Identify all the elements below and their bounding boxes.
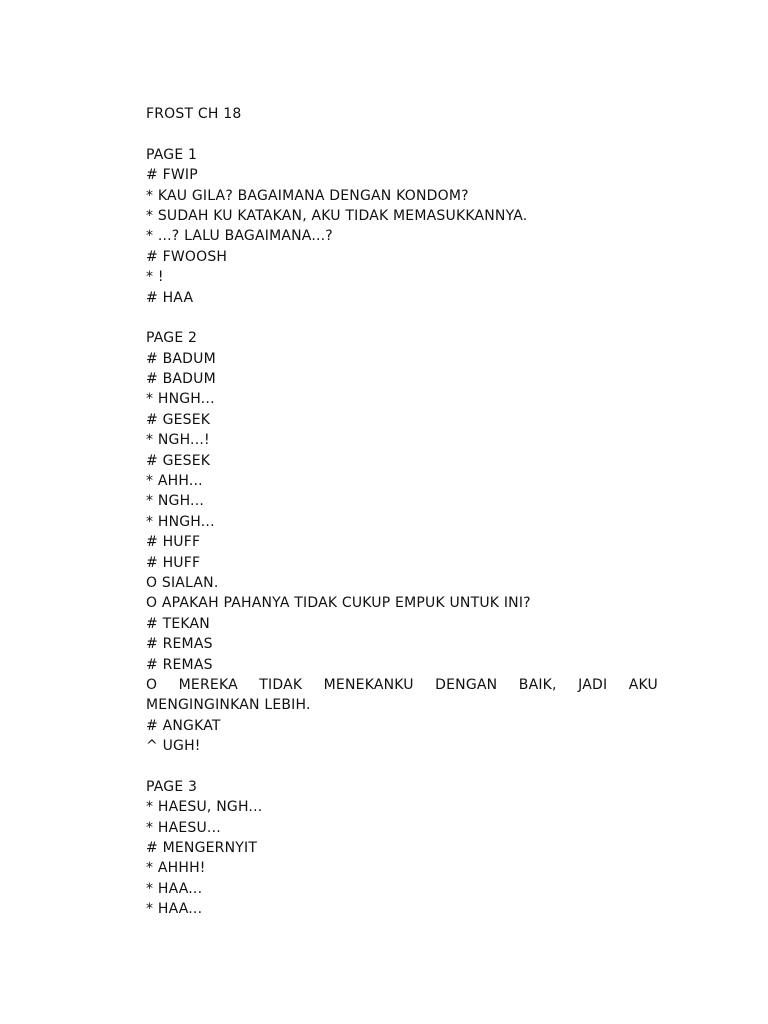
script-line: * ...? LALU BAGAIMANA...? bbox=[146, 228, 333, 245]
script-line: * HAESU... bbox=[146, 819, 221, 836]
page-heading: PAGE 2 bbox=[146, 330, 198, 347]
script-line: # ANGKAT bbox=[146, 717, 221, 734]
script-line: * AHH... bbox=[146, 473, 203, 490]
script-line-continuation: MENGINGINKAN LEBIH. bbox=[146, 697, 311, 714]
document-title: FROST CH 18 bbox=[146, 106, 242, 122]
script-line: * SUDAH KU KATAKAN, AKU TIDAK MEMASUKKANNYA. bbox=[146, 207, 528, 224]
word: O bbox=[146, 676, 158, 693]
script-line: # BADUM bbox=[146, 350, 216, 367]
script-line: O APAKAH PAHANYA TIDAK CUKUP EMPUK UNTUK INI? bbox=[146, 595, 531, 612]
script-line: * AHHH! bbox=[146, 860, 206, 877]
word: AKU bbox=[628, 676, 658, 693]
spacer bbox=[146, 757, 658, 777]
spacer bbox=[146, 124, 658, 144]
script-line: * HAESU, NGH... bbox=[146, 799, 263, 816]
script-line: * HNGH... bbox=[146, 513, 215, 530]
script-line: * HAA... bbox=[146, 880, 203, 897]
word: MEREKA bbox=[178, 676, 238, 693]
script-line: # REMAS bbox=[146, 636, 213, 653]
word: BAIK, bbox=[518, 676, 557, 693]
script-line: # BADUM bbox=[146, 371, 216, 388]
script-line: ^ UGH! bbox=[146, 738, 201, 755]
script-line: # TEKAN bbox=[146, 615, 210, 632]
script-line: O SIALAN. bbox=[146, 574, 219, 591]
script-line: # GESEK bbox=[146, 411, 211, 428]
script-line: * NGH... bbox=[146, 493, 205, 510]
word: JADI bbox=[578, 676, 608, 693]
script-line: # HAA bbox=[146, 289, 194, 306]
word: DENGAN bbox=[435, 676, 498, 693]
script-line: # FWOOSH bbox=[146, 248, 228, 265]
page-heading: PAGE 3 bbox=[146, 778, 198, 795]
script-line: # REMAS bbox=[146, 656, 213, 673]
page-heading: PAGE 1 bbox=[146, 146, 198, 163]
script-line: * NGH...! bbox=[146, 432, 210, 449]
script-line: # HUFF bbox=[146, 534, 201, 551]
script-line: # MENGERNYIT bbox=[146, 840, 258, 857]
script-line: * HNGH... bbox=[146, 391, 215, 408]
word: MENEKANKU bbox=[323, 676, 414, 693]
script-line: * KAU GILA? BAGAIMANA DENGAN KONDOM? bbox=[146, 187, 469, 204]
script-line: # FWIP bbox=[146, 167, 198, 184]
script-line: # GESEK bbox=[146, 452, 211, 469]
document-body bbox=[146, 104, 658, 920]
word: TIDAK bbox=[259, 676, 303, 693]
spacer bbox=[146, 308, 658, 328]
justified-line bbox=[146, 675, 658, 695]
script-line: # HUFF bbox=[146, 554, 201, 571]
script-line: * ! bbox=[146, 269, 164, 286]
script-line: * HAA... bbox=[146, 901, 203, 918]
